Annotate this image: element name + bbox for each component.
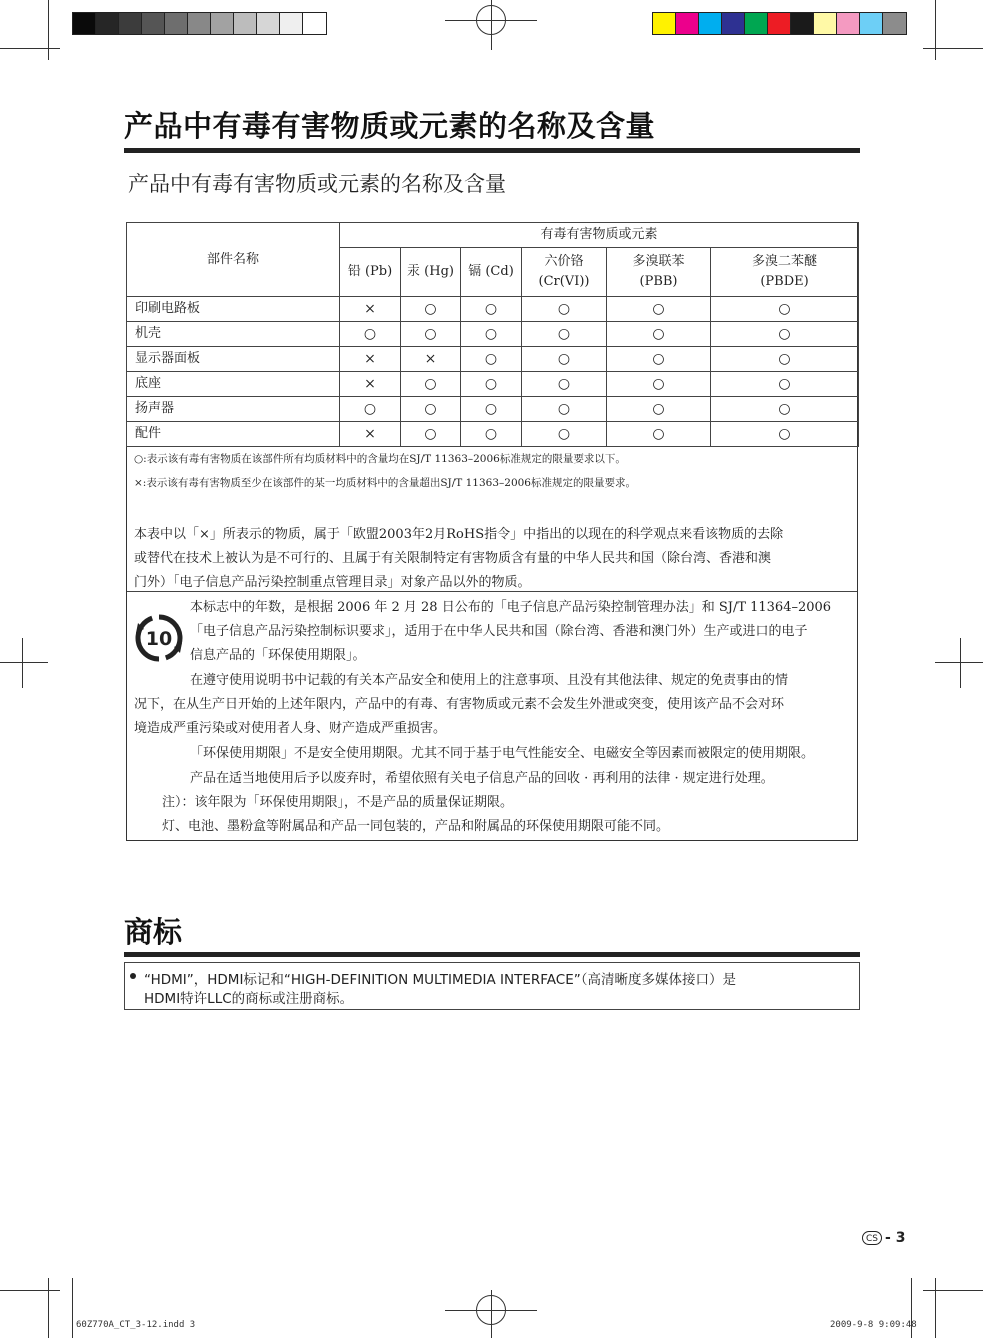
substance-cell: ○ (607, 347, 711, 372)
table-header-row (127, 223, 859, 248)
color-swatch (883, 13, 906, 34)
epup-line: 信息产品的「环保使用期限」。 (190, 648, 366, 663)
crop-mark (48, 0, 49, 60)
substance-cell: × (340, 372, 401, 397)
color-swatch (280, 13, 303, 34)
trademark-text: “HDMI”，HDMI标记和“HIGH-DEFINITION MULTIMEDIA INTERFACE”（高清晰度多媒体接口）是 (144, 972, 736, 988)
substance-cell: ○ (401, 372, 461, 397)
color-swatch (119, 13, 142, 34)
substance-cell: ○ (607, 372, 711, 397)
table-row (127, 347, 859, 372)
registration-mark (935, 662, 983, 663)
substance-cell: ○ (522, 372, 607, 397)
footer-file: 60Z770A_CT_3-12.indd 3 (76, 1320, 196, 1330)
substance-cell: ○ (711, 422, 859, 447)
epup-line: 本标志中的年数，是根据 2006 年 2 月 28 日公布的「电子信息产品污染控制管理办法」和 SJ/T 11364–2006 (190, 600, 832, 615)
part-name-cell: 显示器面板 (127, 347, 340, 372)
substance-cell: × (340, 297, 401, 322)
color-swatch (165, 13, 188, 34)
color-swatch (837, 13, 860, 34)
substance-cell: ○ (401, 397, 461, 422)
epup-paragraph: 在遵守使用说明书中记载的有关本产品安全和使用上的注意事项、且没有其他法律、规定的免责事由的情 (190, 673, 789, 688)
registration-mark (476, 5, 506, 35)
epup-paragraph: 境造成严重污染或对使用者人身、财产造成严重损害。 (134, 721, 447, 736)
table-row (127, 422, 859, 447)
column-header: 六价铬 (Cr(VI)) (522, 248, 607, 297)
crop-mark (0, 48, 60, 49)
explanation-line: 或替代在技术上被认为是不可行的、且属于有关限制特定有害物质含有量的中华人民共和国（除台湾、香港和澳 (134, 551, 772, 566)
substance-cell: × (401, 347, 461, 372)
substance-cell: ○ (461, 322, 522, 347)
substance-cell: ○ (522, 347, 607, 372)
color-swatch (814, 13, 837, 34)
substance-cell: × (340, 422, 401, 447)
color-swatch (73, 13, 96, 34)
color-swatch (303, 13, 326, 34)
substance-cell: ○ (711, 372, 859, 397)
table-row (127, 397, 859, 422)
crop-mark (935, 0, 936, 60)
substance-cell: ○ (522, 397, 607, 422)
epup-line: 「电子信息产品污染控制标识要求」，适用于在中华人民共和国（除台湾、香港和澳门外）生产或进口的电子 (190, 624, 808, 639)
explanation-line: 本表中以「×」所表示的物质，属于「欧盟2003年2月RoHS指令」中指出的以现在的科学观点来看该物质的去除 (134, 527, 784, 542)
registration-mark (0, 662, 48, 663)
trademark-rule (124, 952, 860, 957)
explanation-line: 门外）「电子信息产品污染控制重点管理目录」对象产品以外的物质。 (134, 575, 531, 590)
color-swatch (699, 13, 722, 34)
substance-group-header: 有毒有害物质或元素 (340, 223, 859, 248)
color-swatch (142, 13, 165, 34)
color-swatch (188, 13, 211, 34)
circle-note: ○:表示该有毒有害物质在该部件所有均质材料中的含量均在SJ/T 11363–2006标准规定的限量要求以下。 (134, 453, 626, 465)
footer-timestamp: 2009-9-8 9:09:48 (830, 1320, 917, 1330)
substance-cell: ○ (607, 297, 711, 322)
part-name-cell: 印刷电路板 (127, 297, 340, 322)
substance-cell: ○ (522, 322, 607, 347)
substance-cell: ○ (461, 397, 522, 422)
column-header: 镉 (Cd) (461, 248, 522, 297)
substance-cell: ○ (401, 297, 461, 322)
color-swatch (211, 13, 234, 34)
column-header: 多溴联苯 (PBB) (607, 248, 711, 297)
substance-cell: ○ (340, 397, 401, 422)
part-name-cell: 配件 (127, 422, 340, 447)
substance-cell: ○ (461, 297, 522, 322)
section-divider (127, 591, 857, 592)
epup-note: 灯、电池、墨粉盒等附属品和产品一同包装的，产品和附属品的环保使用期限可能不同。 (162, 819, 670, 834)
color-swatch (234, 13, 257, 34)
part-name-header: 部件名称 (127, 223, 340, 297)
substance-cell: ○ (401, 322, 461, 347)
page-separator: - (885, 1230, 891, 1246)
substance-cell: ○ (401, 422, 461, 447)
substance-cell: ○ (340, 322, 401, 347)
epup-logo-number: 10 (145, 628, 173, 650)
registration-mark (22, 638, 23, 688)
page-number-value: 3 (895, 1230, 906, 1246)
substance-cell: ○ (607, 397, 711, 422)
part-name-cell: 扬声器 (127, 397, 340, 422)
trademark-heading: 商标 (124, 915, 183, 949)
color-swatch (860, 13, 883, 34)
epup-note: 注）：该年限为「环保使用期限」，不是产品的质量保证期限。 (162, 795, 514, 810)
registration-mark (960, 638, 961, 688)
section-subtitle: 产品中有毒有害物质或元素的名称及含量 (128, 172, 506, 196)
crop-mark (935, 1278, 936, 1338)
substance-cell: ○ (607, 422, 711, 447)
color-swatch (745, 13, 768, 34)
column-header: 多溴二苯醚 (PBDE) (711, 248, 859, 297)
registration-mark (476, 1295, 506, 1325)
column-header: 铅 (Pb) (340, 248, 401, 297)
part-name-cell: 机壳 (127, 322, 340, 347)
color-swatch (653, 13, 676, 34)
substance-cell: ○ (711, 347, 859, 372)
language-badge: CS (862, 1231, 882, 1245)
substance-cell: ○ (461, 347, 522, 372)
color-swatch (257, 13, 280, 34)
part-name-cell: 底座 (127, 372, 340, 397)
substance-cell: ○ (711, 322, 859, 347)
substance-cell: × (340, 347, 401, 372)
epup-paragraph: 况下，在从生产日开始的上述年限内，产品中的有毒、有害物质或元素不会发生外泄或突变，使用该产品不会对环 (134, 697, 785, 712)
crop-mark (0, 1290, 60, 1291)
cross-note: ×:表示该有毒有害物质至少在该部件的某一均质材料中的含量超出SJ/T 11363–2006标准规定的限量要求。 (134, 477, 636, 489)
column-header: 汞 (Hg) (401, 248, 461, 297)
color-swatch (676, 13, 699, 34)
trademark-text: HDMI特许LLC的商标或注册商标。 (144, 991, 354, 1007)
substance-cell: ○ (461, 372, 522, 397)
table-row (127, 372, 859, 397)
page-title: 产品中有毒有害物质或元素的名称及含量 (124, 109, 656, 143)
crop-mark (923, 48, 983, 49)
gray-color-bar (72, 12, 327, 35)
substance-cell: ○ (522, 297, 607, 322)
epup-paragraph: 产品在适当地使用后予以废弃时，希望依照有关电子信息产品的回收 · 再利用的法律 · 规定进行处理。 (190, 771, 774, 786)
crop-mark (48, 1278, 49, 1338)
table-row (127, 322, 859, 347)
epup-10-logo-icon (134, 613, 184, 663)
table-row (127, 297, 859, 322)
substance-cell: ○ (711, 397, 859, 422)
bullet-icon (130, 973, 136, 979)
crop-mark (923, 1290, 983, 1291)
crop-mark (72, 1278, 73, 1338)
epup-paragraph: 「环保使用期限」不是安全使用期限。尤其不同于基于电气性能安全、电磁安全等因素而被限定的使用期限。 (190, 746, 815, 761)
page-number (862, 1230, 905, 1246)
title-rule (124, 148, 860, 153)
color-swatch (791, 13, 814, 34)
hazardous-substance-table (126, 222, 859, 447)
process-color-bar (652, 12, 907, 35)
color-swatch (768, 13, 791, 34)
color-swatch (722, 13, 745, 34)
color-swatch (96, 13, 119, 34)
substance-cell: ○ (461, 422, 522, 447)
substance-cell: ○ (522, 422, 607, 447)
substance-cell: ○ (607, 322, 711, 347)
substance-cell: ○ (711, 297, 859, 322)
